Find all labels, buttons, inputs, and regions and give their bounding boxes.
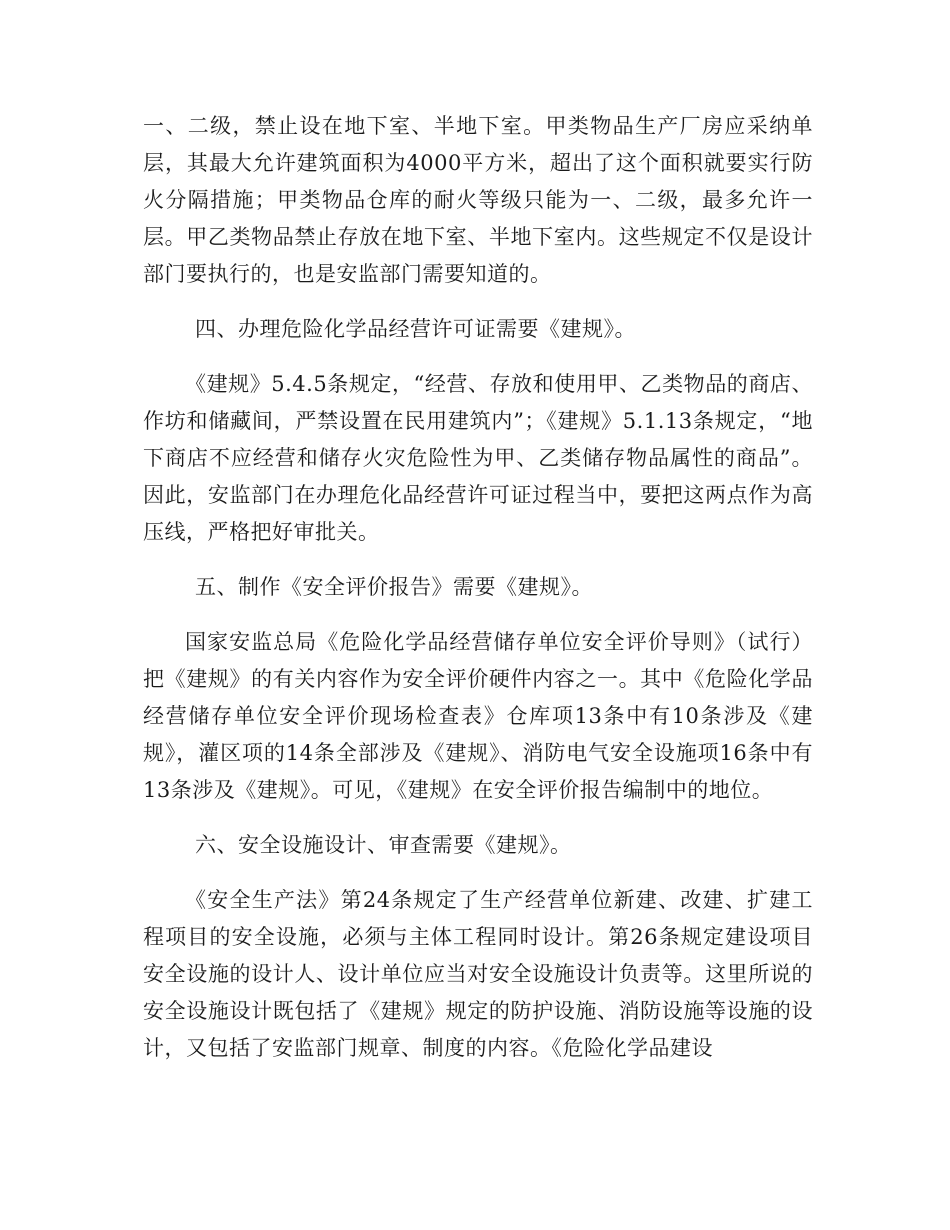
section-heading-4: 四、办理危险化学品经营许可证需要《建规》。: [195, 317, 636, 341]
paragraph-safety-facility-design: 《安全生产法》第24条规定了生产经营单位新建、改建、扩建工程项目的安全设施，必须与主体工程同时设计。第26条规定建设项目安全设施的设计人、设计单位应当对安全设施设计负责等。这里所说的安全设施设计既包括了《建规》规定的防护设施、消防设施等设施的设计，又包括了安监部门规章、制度的内容。《危险化学品建设: [143, 888, 813, 1060]
paragraph-business-license: 《建规》5.4.5条规定，“经营、存放和使用甲、乙类物品的商店、作坊和储藏间，严禁设置在民用建筑内”；《建规》5.1.13条规定，“地下商店不应经营和储存火灾危险性为甲、乙类储存物品属性的商品”。因此，安监部门在办理危化品经营许可证过程当中，要把这两点作为高压线，严格把好审批关。: [143, 372, 813, 544]
paragraph-safety-evaluation: 国家安监总局《危险化学品经营储存单位安全评价导则》（试行）把《建规》的有关内容作为安全评价硬件内容之一。其中《危险化学品经营储存单位安全评价现场检查表》仓库项13条中有10条涉及《建规》，灌区项的14条全部涉及《建规》、消防电气安全设施项16条中有13条涉及《建规》。可见，《建规》在安全评价报告编制中的地位。: [143, 630, 813, 802]
paragraph-fire-rating-continuation: 一、二级，禁止设在地下室、半地下室。甲类物品生产厂房应采纳单层，其最大允许建筑面积为4000平方米，超出了这个面积就要实行防火分隔措施；甲类物品仓库的耐火等级只能为一、二级，最多允许一层。甲乙类物品禁止存放在地下室、半地下室内。这些规定不仅是设计部门要执行的，也是安监部门需要知道的。: [143, 114, 813, 286]
section-heading-6: 六、安全设施设计、审查需要《建规》。: [195, 833, 572, 857]
section-heading-5: 五、制作《安全评价报告》需要《建规》。: [195, 575, 593, 599]
document-body: [143, 108, 813, 1085]
